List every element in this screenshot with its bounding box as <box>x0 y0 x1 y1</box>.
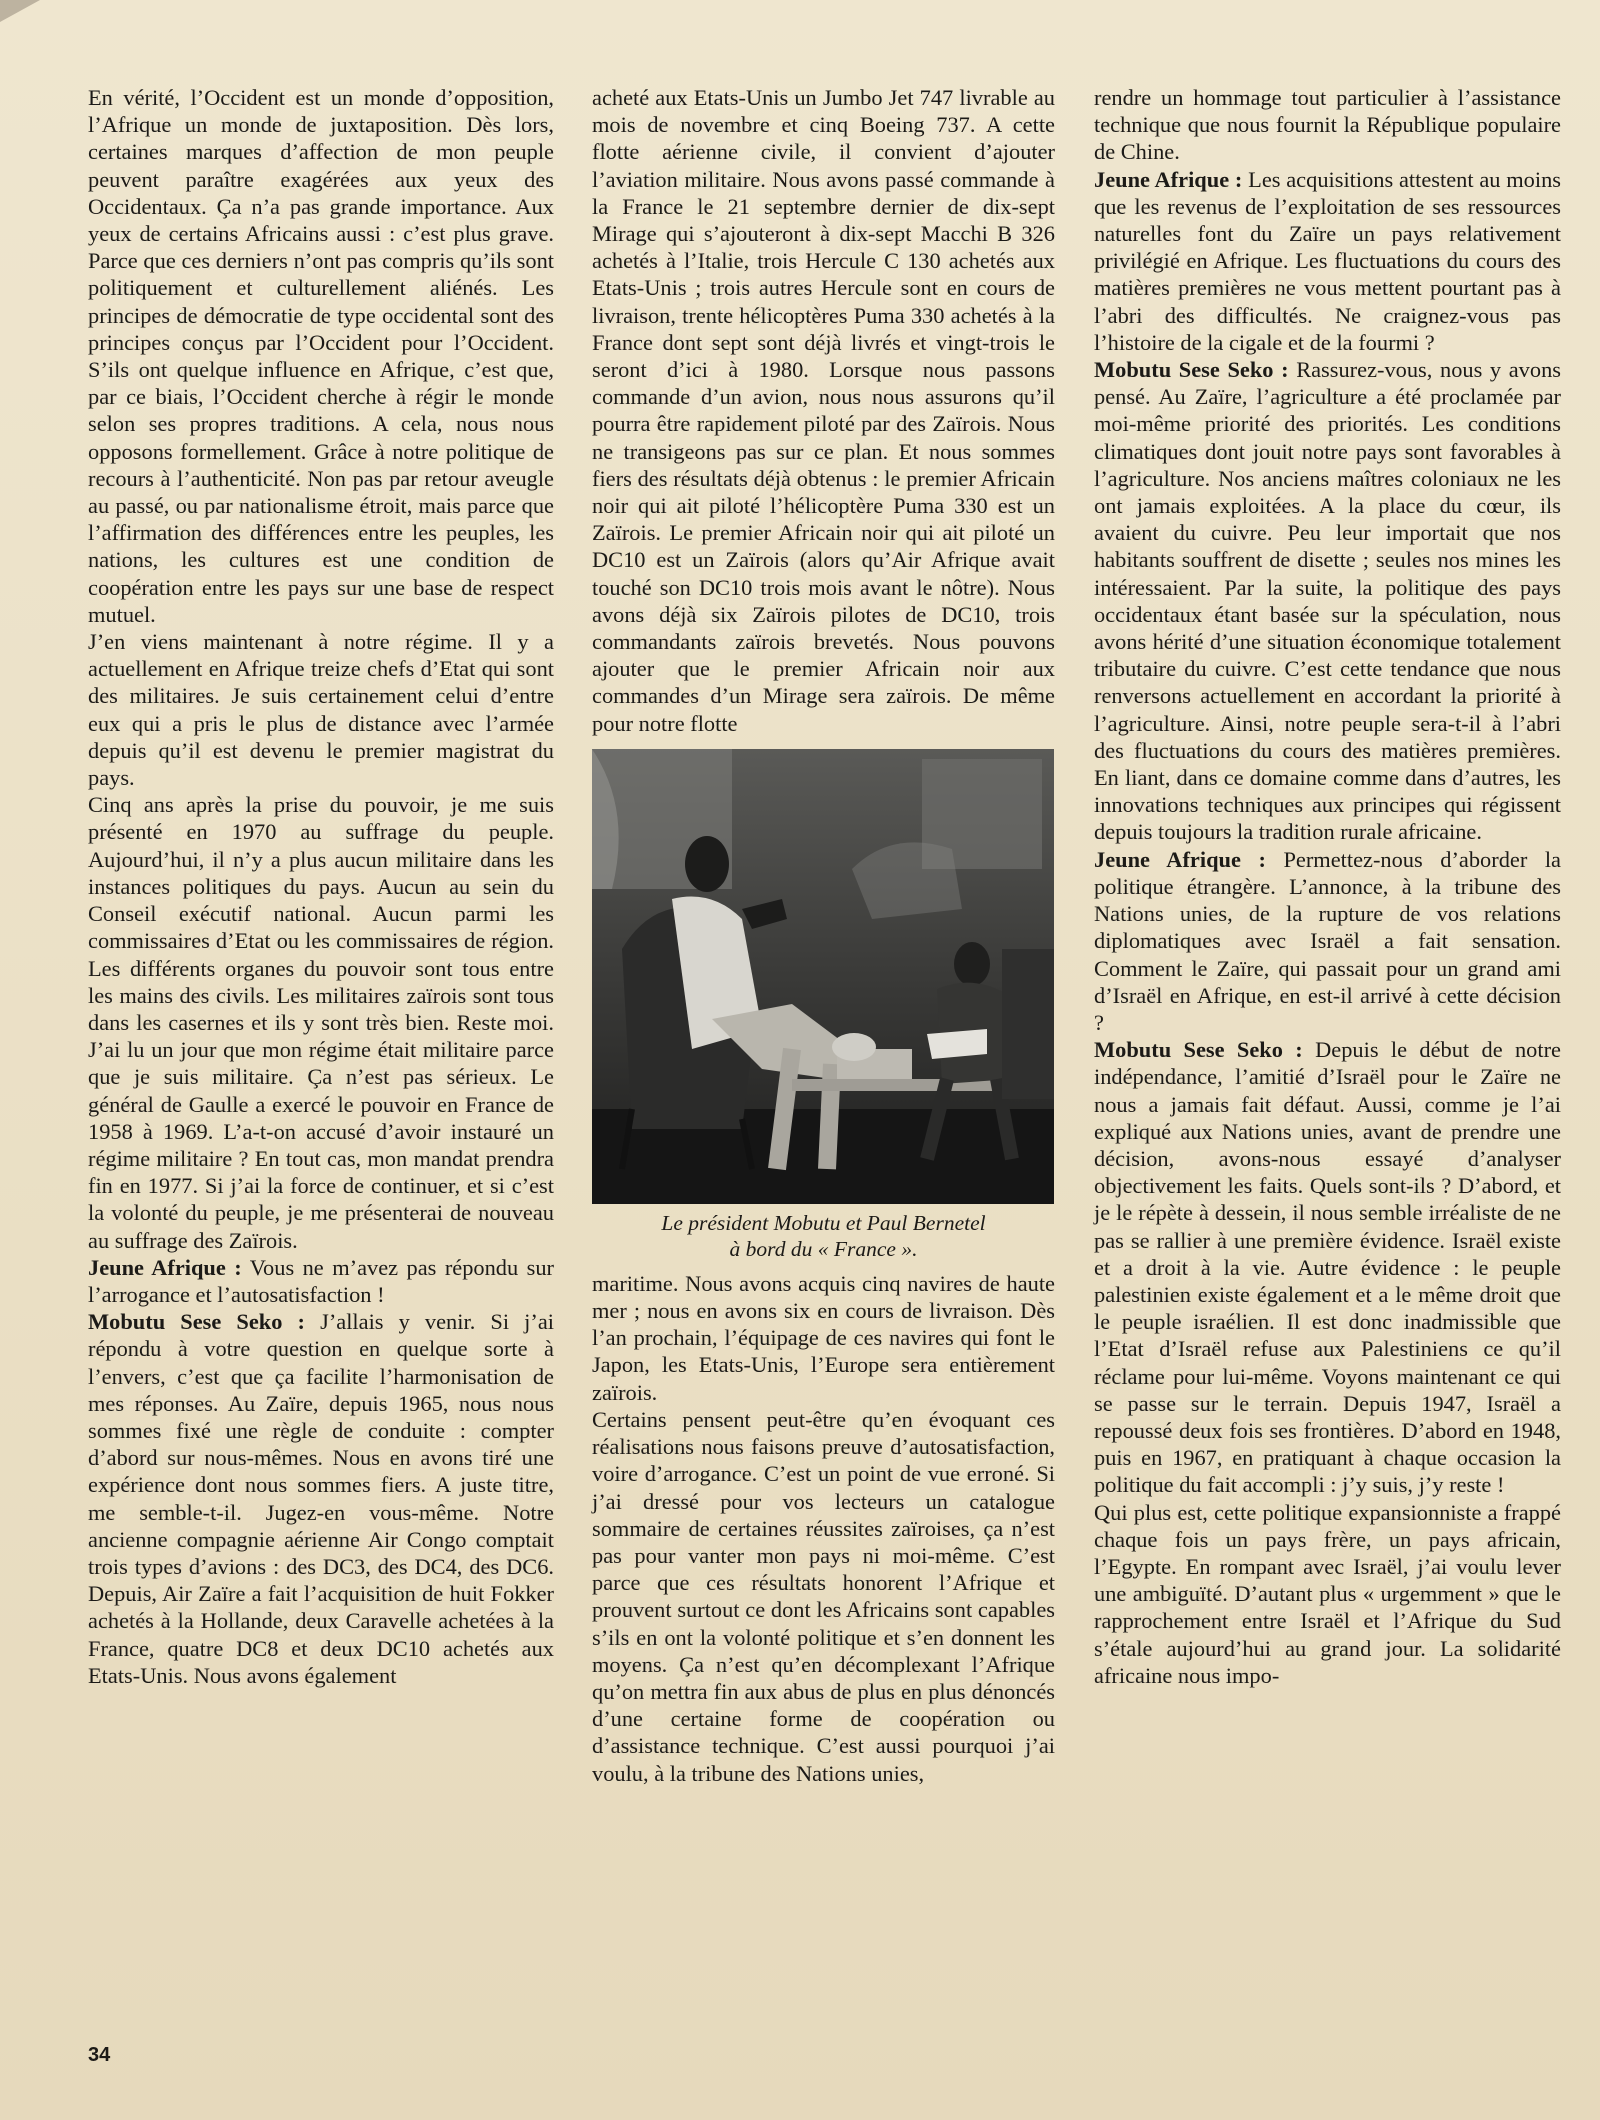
paragraph-text: Rassurez-vous, nous y avons pensé. Au Zaïre, l’agriculture a été proclamée par moi-même priorité des priorités. Les conditions climatiques dont jouit notre pays sont favorables à l’agriculture. Nos anciens maîtres coloniaux ne les ont jamais exploitées. A la place du cœur, ils avaient du cuivre. Peu leur importait que nos habitants souffrent de disette ; seules nos mines les intéressaient. Par la suite, la politique des pays occidentaux étant basée sur la spéculation, nous avons hérité d’une situation économique totalement tributaire du cuivre. C’est cette tendance que nous renversons actuellement en accordant la priorité à l’agriculture. Ainsi, notre peuple sera-t-il à l’abri des fluctuations du cours des matières premières. En liant, dans ce domaine comme dans d’autres, les innovations techniques aux principes qui régissent depuis toujours la tradition rurale africaine. <box>1094 357 1561 845</box>
text-column-3 <box>1094 84 1561 1689</box>
paragraph-text: Depuis le début de notre indépendance, l’amitié d’Israël pour le Zaïre ne nous a jamais fait défaut. Aussi, comme je l’ai expliqué aux Nations unies, avant de prendre une décision, avons-nous essayé d’analyser objectivement les faits. Quels sont-ils ? D’abord, et je le répète à dessein, il nous semble irréaliste de ne pas se rallier à une première évidence. Israël existe et a droit à la vie. Autre évidence : le peuple palestinien existe également et a le même droit que le peuple israélien. Il est donc inadmissible que l’Etat d’Israël refuse aux Palestiniens ce qu’il réclame pour lui-même. Voyons maintenant ce qui se passe sur le terrain. Depuis 1947, Israël a repoussé deux fois ses frontières. D’abord en 1948, puis en 1967, en pratiquant à chaque occasion la politique du fait accompli : j’y suis, j’y reste ! <box>1094 1037 1561 1498</box>
paragraph: Certains pensent peut-être qu’en évoquant ces réalisations nous faisons preuve d’autosatisfaction, voire d’arrogance. C’est un point de vue erroné. Si j’ai dressé pour vos lecteurs un catalogue sommaire de certaines réussites zaïroises, ça n’est pas pour vanter mon pays ni moi-même. C’est parce que ces résultats honorent l’Afrique et prouvent surtout ce dont les Africains sont capables s’ils en ont la volonté politique et s’en donnent les moyens. Ça n’est qu’en décomplexant l’Afrique qu’on mettra fin aux abus de plus en plus dénoncés d’une certaine forme de coopération ou d’assistance technique. C’est aussi pourquoi j’ai voulu, à la tribune des Nations unies, <box>592 1406 1055 1786</box>
paragraph: J’en viens maintenant à notre régime. Il y a actuellement en Afrique treize chefs d’Etat qui sont des militaires. Je suis certainement celui d’entre eux qui a pris le plus de distance avec l’armée depuis qu’il est devenu le premier magistrat du pays. <box>88 629 554 791</box>
interview-answer <box>1094 356 1561 846</box>
paragraph: Qui plus est, cette politique expansionniste a frappé chaque fois un pays frère, un pays africain, l’Egypte. En rompant avec Israël, j’ai voulu lever une ambiguïté. D’autant plus « urgemment » que le rapprochement entre Israël et l’Afrique du Sud s’étale aujourd’hui au grand jour. La solidarité africaine nous impo- <box>1094 1499 1561 1688</box>
interview-question <box>1094 846 1561 1036</box>
paragraph-text: Permettez-nous d’aborder la politique étrangère. L’annonce, à la tribune des Nations unies, de la rupture de vos relations diplomatiques avec Israël a fait sensation. Comment le Zaïre, qui passait pour un grand ami d’Israël en Afrique, en est-il arrivé à cette décision ? <box>1094 846 1561 1035</box>
paragraph-text: J’allais y venir. Si j’ai répondu à votre question en quelque sorte à l’envers, c’est que ça facilite l’harmonisation de mes réponses. Au Zaïre, depuis 1965, nous nous sommes fixé une règle de conduite : compter d’abord sur nous-mêmes. Nous en avons tiré une expérience dont nous sommes fiers. A juste titre, me semble-t-il. Jugez-en vous-même. Notre ancienne compagnie aérienne Air Congo comptait trois types d’avions : des DC3, des DC4, des DC6. Depuis, Air Zaïre a fait l’acquisition de huit Fokker achetés à la Hollande, deux Caravelle achetées à la France, quatre DC8 et deux DC10 achetés aux Etats-Unis. Nous avons également <box>88 1309 555 1688</box>
paragraph: maritime. Nous avons acquis cinq navires de haute mer ; nous en avons six en cours de livraison. Dès l’an prochain, l’équipage de ces navires qui font le Japon, les Etats-Unis, l’Europe sera entièrement zaïrois. <box>592 1270 1055 1405</box>
speaker-label: Mobutu Sese Seko : <box>1094 1037 1303 1063</box>
interview-question <box>1094 166 1561 356</box>
caption-line: à bord du « France ». <box>729 1236 918 1261</box>
paragraph: Cinq ans après la prise du pouvoir, je me suis présenté en 1970 au suffrage du peuple. Aujourd’hui, il n’y a plus aucun militaire dans les instances politiques du pays. Aucun au sein du Conseil exécutif national. Aucun parmi les commissaires d’Etat ou les commissaires de région. Les différents organes du pouvoir sont tous entre les mains des civils. Les militaires zaïrois sont tous dans les casernes et ils y sont très bien. Reste moi. J’ai lu un jour que mon régime était militaire parce que je suis militaire. Ça n’est pas sérieux. Le général de Gaulle a exercé le pouvoir en France de 1958 à 1969. L’a-t-on accusé d’avoir instauré un régime militaire ? En tout cas, mon mandat prendra fin en 1977. Si j’ai la force de continuer, et si c’est la volonté du peuple, je me présenterai de nouveau au suffrage des Zaïrois. <box>88 792 554 1253</box>
interview-answer <box>88 1308 554 1689</box>
interview-answer <box>1094 1036 1561 1498</box>
text-column-1 <box>88 84 554 1689</box>
page-number: 34 <box>88 2044 111 2066</box>
text-column-2 <box>592 84 1055 1787</box>
paragraph: acheté aux Etats-Unis un Jumbo Jet 747 livrable au mois de novembre et cinq Boeing 737. A cette flotte aérienne civile, il convient d’ajouter l’aviation militaire. Nous avons passé commande à la France le 21 septembre dernier de dix-sept Mirage qui s’ajouteront à dix-sept Macchi B 326 achetés à l’Italie, trois Hercule C 130 achetés aux Etats-Unis ; trois autres Hercule sont en cours de livraison, trente hélicoptères Puma 330 achetés à la France dont sept sont déjà livrés et vingt-trois le seront d’ici à 1980. Lorsque nous passons commande d’un avion, nous nous assurons qu’il pourra être rapidement piloté par des Zaïrois. Nous ne transigeons pas sur ce plan. Et nous sommes fiers des résultats déjà obtenus : le premier Africain noir qui ait piloté l’hélicoptère Puma 330 est un Zaïrois. Le premier Africain noir qui ait piloté un DC10 est un Zaïrois (alors qu’Air Afrique avait touché son DC10 trois mois avant le nôtre). Nous avons déjà six Zaïrois pilotes de DC10, trois commandants zaïrois brevetés. Nous pouvons ajouter que le premier Africain noir aux commandes d’un Mirage sera zaïrois. De même pour notre flotte <box>592 85 1055 736</box>
paragraph-text: Vous ne m’avez pas répondu sur l’arrogance et l’autosatisfaction ! <box>88 1254 554 1307</box>
speaker-label: Mobutu Sese Seko : <box>1094 357 1289 383</box>
paragraph-text: Les acquisitions attestent au moins que les revenus de l’exploitation de ses ressources naturelles font du Zaïre un pays relativement privilégié en Afrique. Les fluctuations du cours des matières premières ne vous mettent pourtant pas à l’abri des difficultés. Ne craignez-vous pas l’histoire de la cigale et de la fourmi ? <box>1094 166 1561 355</box>
speaker-label: Jeune Afrique : <box>1094 166 1243 192</box>
interview-photo <box>592 749 1054 1204</box>
speaker-label: Mobutu Sese Seko : <box>88 1309 305 1335</box>
paragraph: rendre un hommage tout particulier à l’assistance technique que nous fournit la République populaire de Chine. <box>1094 85 1561 165</box>
paragraph: En vérité, l’Occident est un monde d’opposition, l’Afrique un monde de juxtaposition. Dès lors, certaines marques d’affection de mon peuple peuvent paraître exagérées aux yeux des Occidentaux. Ça n’a pas grande importance. Aux yeux de certains Africains aussi : c’est plus grave. Parce que ces derniers n’ont pas compris qu’ils sont politiquement et culturellement aliénés. Les principes de démocratie de type occidental sont des principes conçus par l’Occident pour l’Occident. S’ils ont quelque influence en Afrique, c’est que, par ce biais, l’Occident cherche à régir le monde selon ses propres traditions. A cela, nous nous opposons formellement. Grâce à notre politique de recours à l’authenticité. Non pas par retour aveugle au passé, ou par nationalisme étroit, mais parce que l’affirmation des différences entre les peuples, les nations, les cultures est une condition de coopération entre les pays sur une base de respect mutuel. <box>88 85 554 627</box>
photo-block <box>592 749 1055 1262</box>
speaker-label: Jeune Afrique : <box>1094 846 1266 872</box>
interview-question <box>88 1254 554 1308</box>
speaker-label: Jeune Afrique : <box>88 1254 242 1280</box>
page-corner <box>0 0 40 22</box>
caption-line: Le président Mobutu et Paul Bernetel <box>661 1210 986 1235</box>
photo-caption <box>592 1210 1055 1262</box>
